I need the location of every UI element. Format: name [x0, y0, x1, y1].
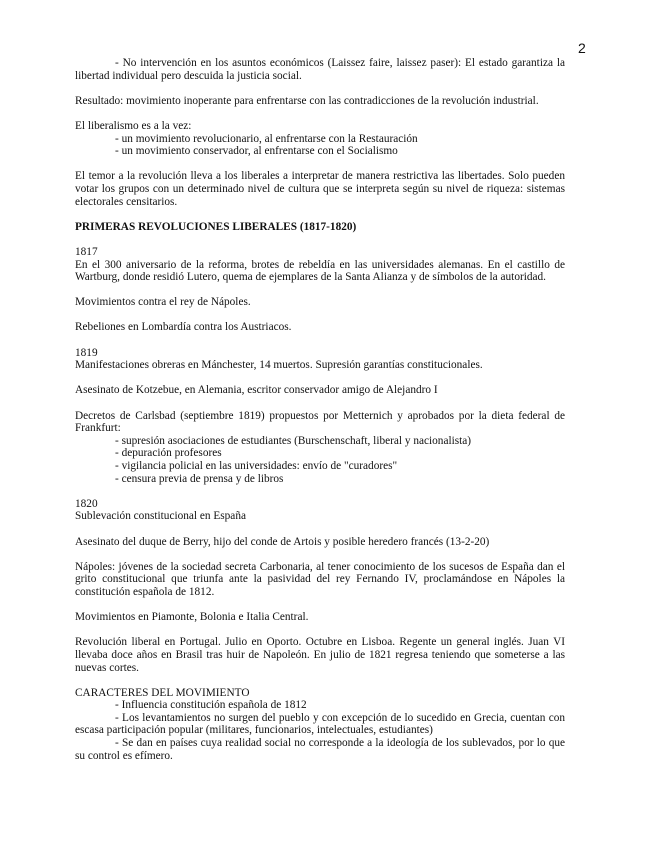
liberalism-list	[75, 133, 565, 158]
characters-item: - Se dan en países cuya realidad social no corresponde a la ideología de los sublevados, por lo que su control es efímero.	[75, 737, 565, 762]
list-item: - depuración profesores	[115, 447, 222, 460]
piamonte-paragraph: Movimientos en Piamonte, Bolonia e Italia Central.	[75, 611, 309, 624]
characters-title: CARACTERES DEL MOVIMIENTO	[75, 686, 250, 699]
year-1819: 1819	[75, 346, 98, 359]
document-body	[75, 57, 565, 762]
carlsbad-list	[75, 435, 565, 485]
wartburg-paragraph: En el 300 aniversario de la reforma, brotes de rebeldía en las universidades alemanas. En el castillo de Wartburg, donde residió Lutero, quema de ejemplares de la Santa Alianza y de símbolos de la autoridad.	[75, 258, 565, 284]
spain-paragraph: Sublevación constitucional en España	[75, 510, 246, 523]
characters-item: - Influencia constitución española de 1812	[115, 699, 307, 712]
list-item: - un movimiento revolucionario, al enfrentarse con la Restauración	[115, 132, 418, 145]
list-item: - supresión asociaciones de estudiantes (Burschenschaft, liberal y nacionalista)	[115, 434, 472, 447]
naples-paragraph: Movimientos contra el rey de Nápoles.	[75, 296, 251, 309]
intro-point: - No intervención en los asuntos económicos (Laissez faire, laissez paser): El estado garantiza la libertad individual pero descuida la justicia social.	[75, 57, 565, 82]
kotzebue-paragraph: Asesinato de Kotzebue, en Alemania, escritor conservador amigo de Alejandro I	[75, 384, 438, 397]
result-paragraph: Resultado: movimiento inoperante para enfrentarse con las contradicciones de la revolución industrial.	[75, 94, 539, 107]
list-item: - un movimiento conservador, al enfrentarse con el Socialismo	[115, 145, 398, 158]
section-title: PRIMERAS REVOLUCIONES LIBERALES (1817-1820)	[75, 220, 357, 233]
liberalism-intro: El liberalismo es a la vez:	[75, 119, 192, 132]
carlsbad-paragraph: Decretos de Carlsbad (septiembre 1819) propuestos por Metternich y aprobados por la dieta federal de Frankfurt:	[75, 409, 565, 435]
lombardy-paragraph: Rebeliones en Lombardía contra los Austriacos.	[75, 321, 292, 334]
fear-paragraph: El temor a la revolución lleva a los liberales a interpretar de manera restrictiva las libertades. Solo pueden votar los grupos con un determinado nivel de cultura que se interpreta según su nivel de riqueza: sistemas electorales censitarios.	[75, 170, 565, 208]
characters-item: - Los levantamientos no surgen del pueblo y con excepción de lo sucedido en Grecia, cuentan con escasa participación popular (militares, funcionarios, intelectuales, estudiantes)	[75, 711, 565, 737]
portugal-paragraph: Revolución liberal en Portugal. Julio en Oporto. Octubre en Lisboa. Regente un general inglés. Juan VI llevaba doce años en Brasil tras huir de Napoleón. En julio de 1821 regresa teniendo que someterse a las nuevas cortes.	[75, 636, 565, 674]
berry-paragraph: Asesinato del duque de Berry, hijo del conde de Artois y posible heredero francés (13-2-20)	[75, 535, 490, 548]
page-number: 2	[578, 40, 586, 56]
napoles-paragraph: Nápoles: jóvenes de la sociedad secreta Carbonaria, al tener conocimiento de los sucesos de España dan el grito constitucional que triunfa ante la pasividad del rey Fernando IV, proclamándose en Nápoles la constitución española de 1812.	[75, 560, 565, 598]
manchester-paragraph: Manifestaciones obreras en Mánchester, 14 muertos. Supresión garantías constitucionales.	[75, 359, 483, 372]
year-1817: 1817	[75, 245, 98, 258]
list-item: - vigilancia policial en las universidades: envío de "curadores"	[115, 460, 398, 472]
list-item: - censura previa de prensa y de libros	[115, 472, 284, 485]
year-1820: 1820	[75, 497, 98, 510]
